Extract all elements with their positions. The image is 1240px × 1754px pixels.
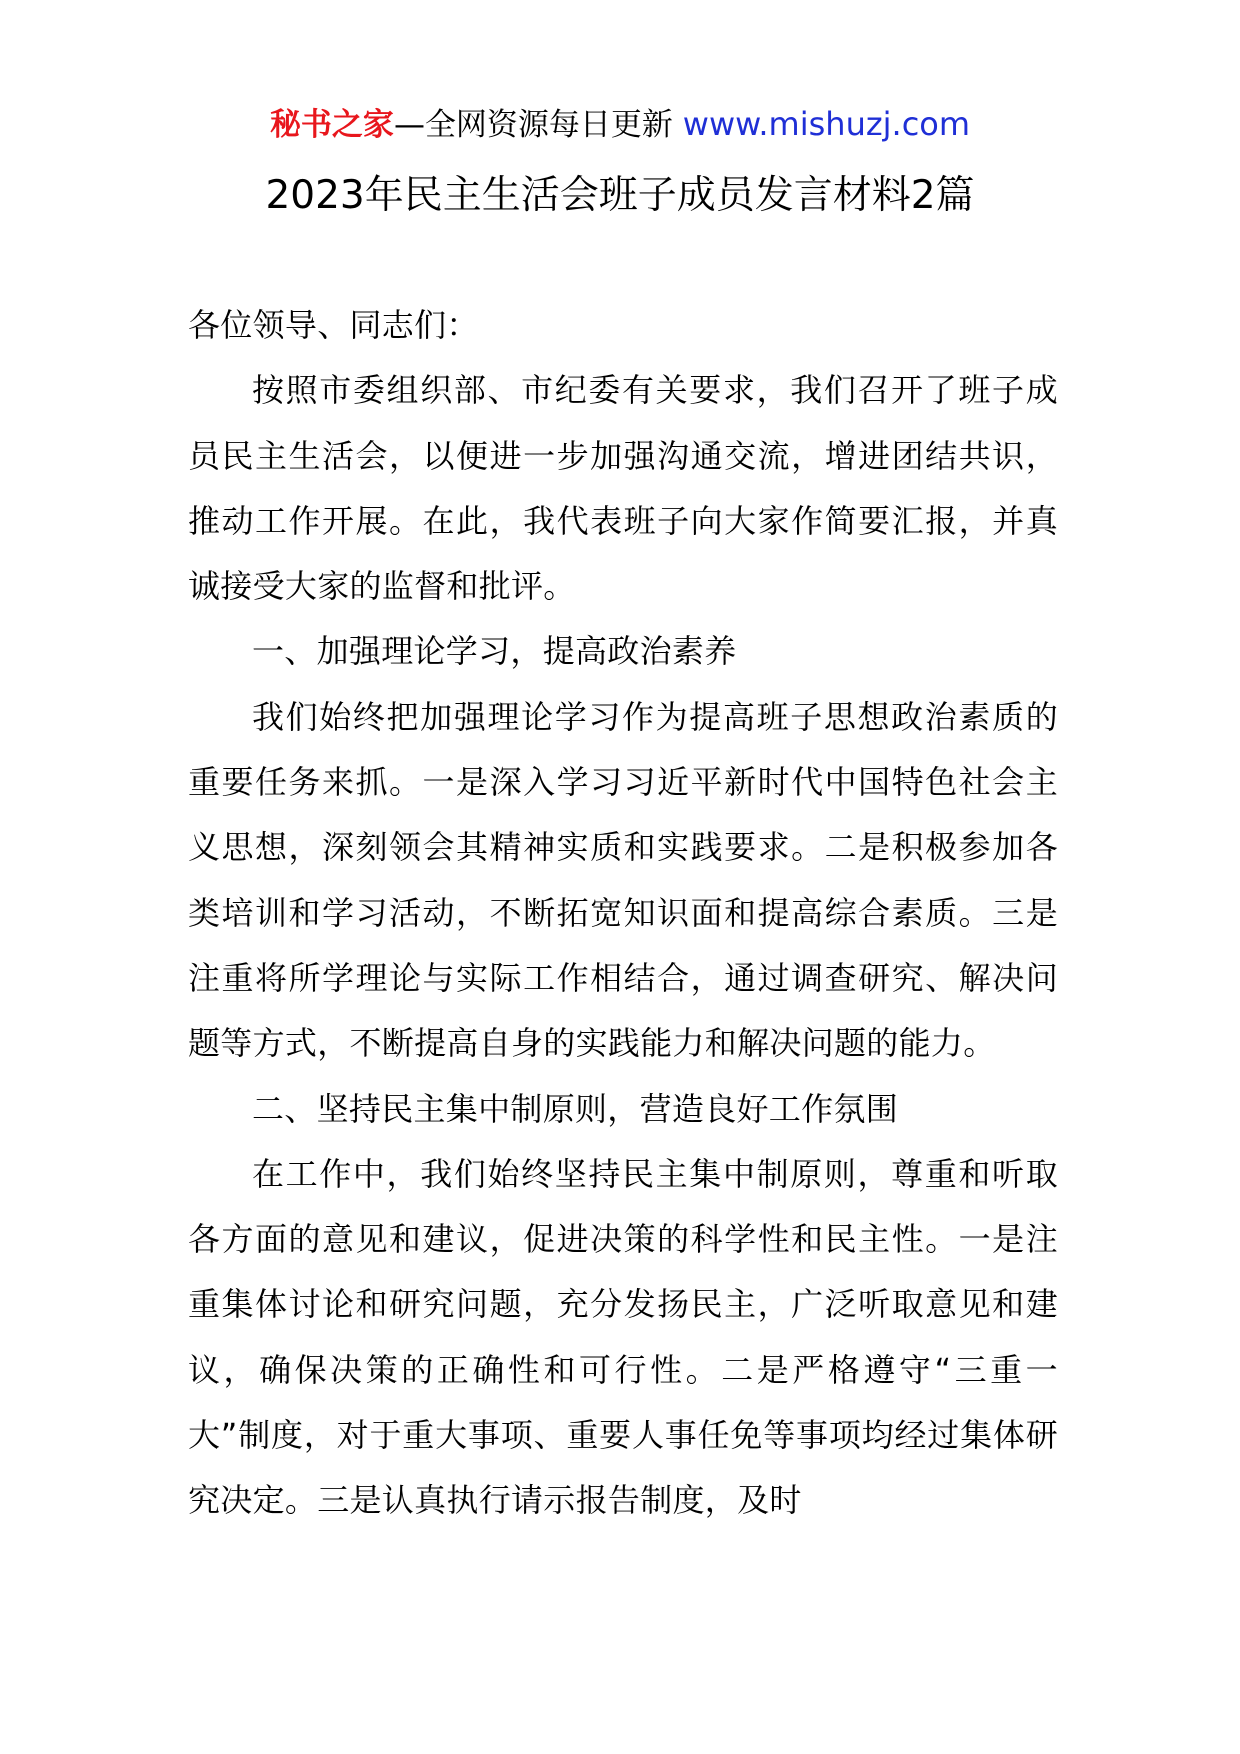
section-heading-1: 一、加强理论学习，提高政治素养 xyxy=(252,632,737,671)
site-header xyxy=(0,102,1240,147)
document-title: 2023年民主生活会班子成员发言材料2篇 xyxy=(265,173,975,218)
site-url-link[interactable]: www.mishuzj.com xyxy=(682,105,971,143)
document-body xyxy=(188,293,1058,1534)
header-tagline: —全网资源每日更新 xyxy=(393,107,683,143)
salutation: 各位领导、同志们： xyxy=(188,306,479,344)
brand-name: 秘书之家 xyxy=(269,107,394,143)
body-paragraph-section-1: 我们始终把加强理论学习作为提高班子思想政治素质的重要任务来抓。一是深入学习习近平新时代中国特色社会主义思想，深刻领会其精神实质和实践要求。二是积极参加各类培训和学习活动，不断拓宽知识面和提高综合素质。三是注重将所学理论与实际工作相结合，通过调查研究、解决问题等方式，不断提高自身的实践能力和解决问题的能力。 xyxy=(188,697,1058,1063)
section-heading-2: 二、坚持民主集中制原则，营造良好工作氛围 xyxy=(252,1089,899,1128)
body-paragraph-section-2: 在工作中，我们始终坚持民主集中制原则，尊重和听取各方面的意见和建议，促进决策的科学性和民主性。一是注重集体讨论和研究问题，充分发扬民主，广泛听取意见和建议，确保决策的正确性和可行性。二是严格遵守“三重一大”制度，对于重大事项、重要人事任免等事项均经过集体研究决定。三是认真执行请示报告制度，及时 xyxy=(188,1154,1058,1520)
body-paragraph-intro: 按照市委组织部、市纪委有关要求，我们召开了班子成员民主生活会，以便进一步加强沟通交流，增进团结共识，推动工作开展。在此，我代表班子向大家作简要汇报，并真诚接受大家的监督和批评。 xyxy=(188,371,1058,606)
